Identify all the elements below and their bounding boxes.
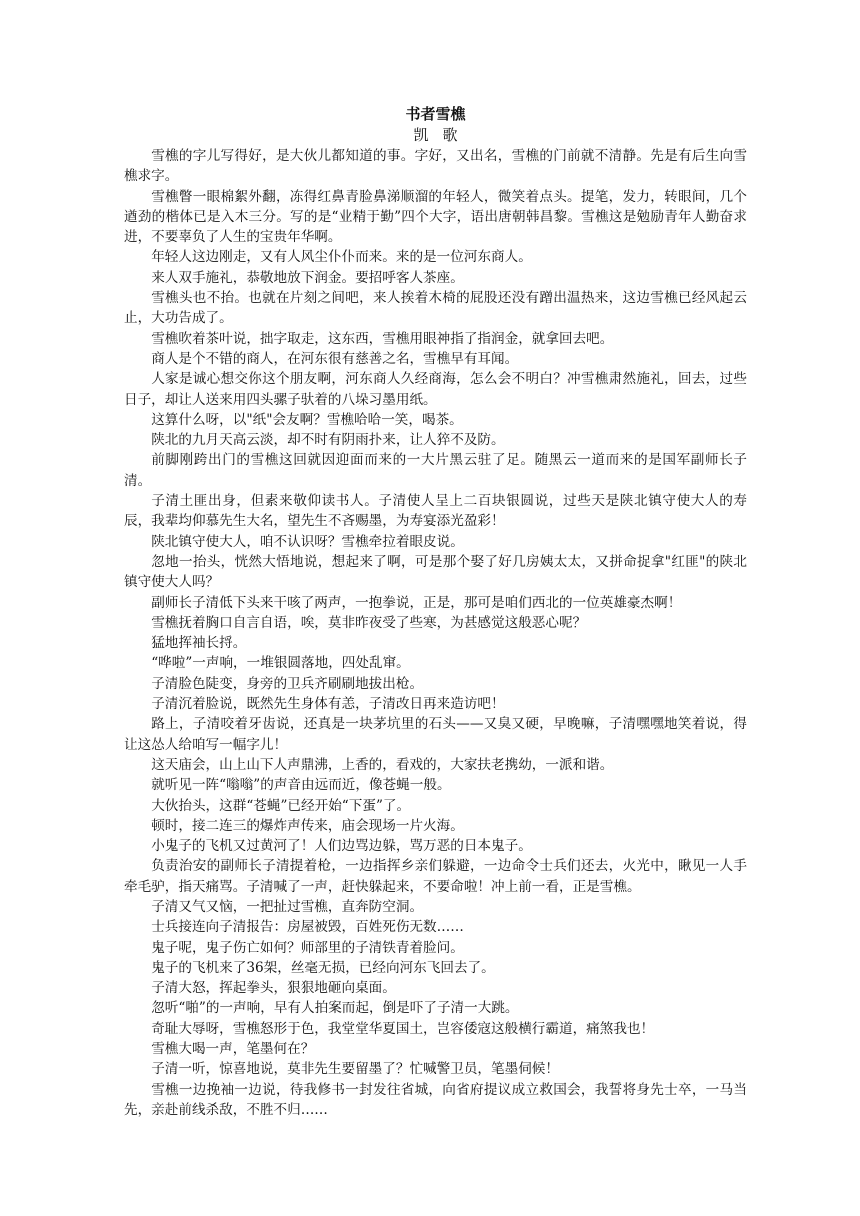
article-paragraph: 雪樵吹着茶叶说，拙字取走，这东西，雪樵用眼神指了指润金，就拿回去吧。: [151, 330, 614, 347]
article-paragraph: 副师长子清低下头来干咳了两声，一抱拳说，正是，那可是咱们西北的一位英雄豪杰啊！: [151, 594, 682, 611]
article-paragraph: 士兵接连向子清报告：房屋被毁，百姓死伤无数……: [151, 919, 464, 936]
document-page: [124, 103, 747, 1120]
article-paragraph: 负责治安的副师长子清提着枪，一边指挥乡亲们躲避，一边命令士兵们还去，火光中，瞅见一人手牵毛驴，指天痛骂。子清喊了一声，赶快躲起来，不要命啦！冲上前一看，正是雪樵。: [124, 858, 747, 895]
article-paragraph: 商人是个不错的商人，在河东很有慈善之名，雪樵早有耳闻。: [151, 350, 519, 367]
article-paragraph: “哗啦”一声响，一堆银圆落地，四处乱窜。: [151, 655, 410, 672]
article-paragraph: 鬼子的飞机来了36架，丝毫无损，已经向河东飞回去了。: [151, 959, 495, 976]
article-paragraph: 猛地挥袖长捋。: [151, 635, 247, 652]
article-paragraph: 小鬼子的飞机又过黄河了！人们边骂边躲，骂万恶的日本鬼子。: [151, 838, 532, 855]
article-paragraph: 陕北镇守使大人，咱不认识呀？雪樵牵拉着眼皮说。: [151, 533, 464, 550]
article-paragraph: 这算什么呀，以"纸"会友啊？雪樵哈哈一笑，喝茶。: [151, 411, 463, 428]
article-paragraph: 鬼子呢，鬼子伤亡如何？师部里的子清铁青着脸问。: [151, 939, 464, 956]
article-paragraph: 雪樵的字儿写得好，是大伙儿都知道的事。字好，又出名，雪樵的门前就不清静。先是有后生向雪樵求字。: [124, 148, 747, 185]
article-paragraph: 路上，子清咬着牙齿说，还真是一块茅坑里的石头——又臭又硬，早晚嘛，子清嘿嘿地笑着说，得让这怂人给咱写一幅字儿！: [124, 716, 747, 753]
article-paragraph: 就听见一阵“嗡嗡”的声音由远而近，像苍蝇一般。: [151, 777, 451, 794]
article-paragraph: 这天庙会，山上山下人声鼎沸，上香的，看戏的，大家扶老携幼，一派和谐。: [151, 756, 614, 773]
article-paragraph: 雪樵一边挽袖一边说，待我修书一封发往省城，向省府提议成立救国会，我誓将身先士卒，一马当先，亲赴前线杀敌，不胜不归……: [124, 1081, 747, 1118]
article-paragraph: 人家是诚心想交你这个朋友啊，河东商人久经商海，怎么会不明白？冲雪樵肃然施礼，回去，过些日子，却让人送来用四头骡子驮着的八垛习墨用纸。: [124, 371, 747, 408]
article-paragraph: 雪樵瞥一眼棉絮外翻，冻得红鼻青脸鼻涕顺溜的年轻人，微笑着点头。提笔，发力，转眼间，几个遒劲的楷体已是入木三分。写的是“业精于勤”四个大字，语出唐朝韩昌黎。雪樵这是勉励青年人勤奋求进，不要辜负了人生的宝贵年华啊。: [124, 188, 747, 246]
article-paragraph: 大伙抬头，这群“苍蝇”已经开始“下蛋”了。: [151, 797, 411, 814]
article-body: [124, 146, 747, 1120]
article-paragraph: 雪樵抚着胸口自言自语，唉，莫非昨夜受了些寒，为甚感觉这般恶心呢？: [151, 614, 587, 631]
article-paragraph: 子清土匪出身，但素来敬仰读书人。子清使人呈上二百块银圆说，过些天是陕北镇守使大人的寿辰，我辈均仰慕先生大名，望先生不吝赐墨，为寿宴添光盈彩！: [124, 493, 747, 530]
article-paragraph: 顿时，接二连三的爆炸声传来，庙会现场一片火海。: [151, 817, 464, 834]
article-paragraph: 前脚刚跨出门的雪樵这回就因迎面而来的一大片黑云驻了足。随黑云一道而来的是国军副师长子清。: [124, 452, 747, 489]
article-paragraph: 子清又气又恼，一把扯过雪樵，直奔防空洞。: [151, 898, 424, 915]
article-paragraph: 忽听“啪”的一声响，早有人拍案而起，倒是吓了子清一大跳。: [151, 1000, 519, 1017]
article-author: 凯歌: [413, 126, 472, 144]
article-paragraph: 年轻人这边刚走，又有人风尘仆仆而来。来的是一位河东商人。: [151, 249, 532, 266]
article-paragraph: 陕北的九月天高云淡，却不时有阴雨扑来，让人猝不及防。: [151, 432, 505, 449]
article-paragraph: 子清大怒，挥起拳头，狠狠地砸向桌面。: [151, 980, 396, 997]
article-paragraph: 子清脸色陡变，身旁的卫兵齐刷刷地拔出枪。: [151, 675, 424, 692]
article-paragraph: 子清一听，惊喜地说，莫非先生要留墨了？忙喊警卫员，笔墨伺候！: [151, 1061, 559, 1078]
article-paragraph: 来人双手施礼，恭敬地放下润金。要招呼客人茶座。: [151, 269, 464, 286]
article-paragraph: 雪樵大喝一声，笔墨何在？: [151, 1041, 315, 1058]
article-paragraph: 奇耻大辱呀，雪樵怒形于色，我堂堂华夏国土，岂容倭寇这般横行霸道，痛煞我也！: [151, 1020, 655, 1037]
article-paragraph: 子清沉着脸说，既然先生身体有恙，子清改日再来造访吧！: [151, 696, 505, 713]
article-title: 书者雪樵: [405, 105, 466, 123]
article-paragraph: 忽地一抬头，恍然大悟地说，想起来了啊，可是那个娶了好几房姨太太，又拼命捉拿"红匪"的陕北镇守使大人吗？: [124, 553, 747, 591]
article-paragraph: 雪樵头也不抬。也就在片刻之间吧，来人挨着木椅的屁股还没有蹭出温热来，这边雪樵已经风起云止，大功告成了。: [124, 290, 747, 327]
